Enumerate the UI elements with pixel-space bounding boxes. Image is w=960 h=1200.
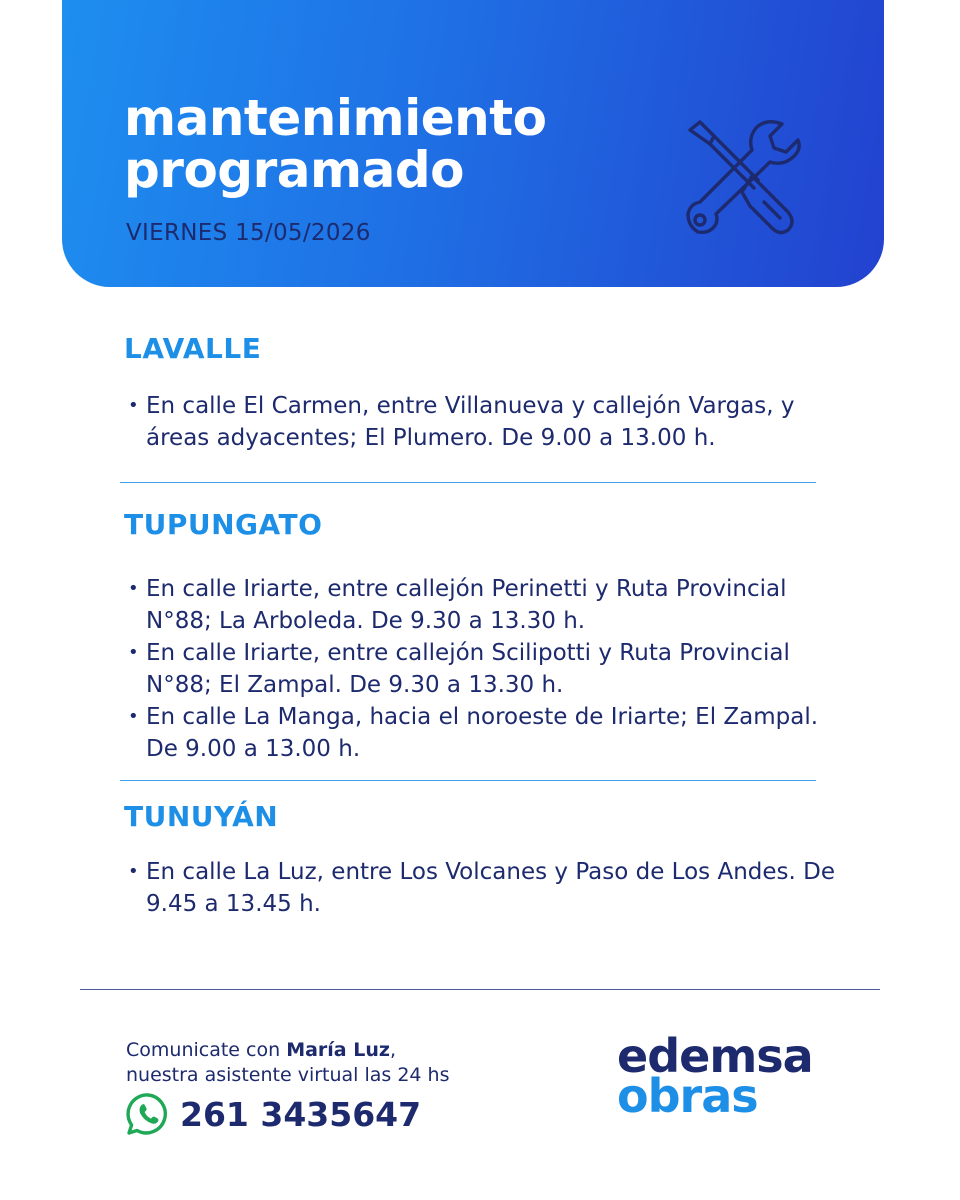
section-title-tunuyan: TUNUYÁN	[124, 800, 279, 833]
list-item: • En calle La Luz, entre Los Volcanes y Paso de Los Andes. De 9.45 a 13.45 h.	[128, 856, 848, 920]
contact-line-2: nuestra asistente virtual las 24 hs	[126, 1064, 450, 1086]
list-item: • En calle La Manga, hacia el noroeste de Iriarte; El Zampal. De 9.00 a 13.00 h.	[128, 701, 848, 765]
brand-line-1: edemsa	[617, 1029, 813, 1083]
section-title-tupungato: TUPUNGATO	[124, 508, 323, 541]
list-item: • En calle Iriarte, entre callejón Scilipotti y Ruta Provincial N°88; El Zampal. De 9.30 a 13.30 h.	[128, 637, 848, 701]
contact-text	[126, 1038, 450, 1088]
section-list-tunuyan	[128, 856, 848, 920]
whatsapp-icon	[126, 1092, 170, 1136]
page-title	[124, 89, 547, 199]
date-label: VIERNES 15/05/2026	[126, 220, 371, 246]
list-item: • En calle El Carmen, entre Villanueva y callejón Vargas, y áreas adyacentes; El Plumero. De 9.00 a 13.00 h.	[128, 390, 848, 454]
tools-icon	[680, 114, 808, 242]
phone-row[interactable]	[126, 1092, 421, 1136]
phone-number[interactable]: 261 3435647	[180, 1094, 422, 1134]
section-list-tupungato	[128, 573, 848, 765]
brand-logo	[617, 1029, 813, 1123]
contact-suffix: ,	[389, 1039, 396, 1061]
contact-prefix: Comunicate con	[126, 1039, 287, 1061]
assistant-name: María Luz	[286, 1039, 390, 1061]
section-divider	[120, 482, 816, 483]
title-line-2: programado	[124, 141, 464, 199]
list-item: • En calle Iriarte, entre callejón Perinetti y Ruta Provincial N°88; La Arboleda. De 9.30 a 13.30 h.	[128, 573, 848, 637]
title-line-1: mantenimiento	[124, 89, 547, 147]
footer-divider	[80, 989, 880, 990]
section-list-lavalle	[128, 390, 848, 454]
section-divider	[120, 780, 816, 781]
brand-line-2: obras	[617, 1069, 758, 1123]
section-title-lavalle: LAVALLE	[124, 332, 262, 365]
